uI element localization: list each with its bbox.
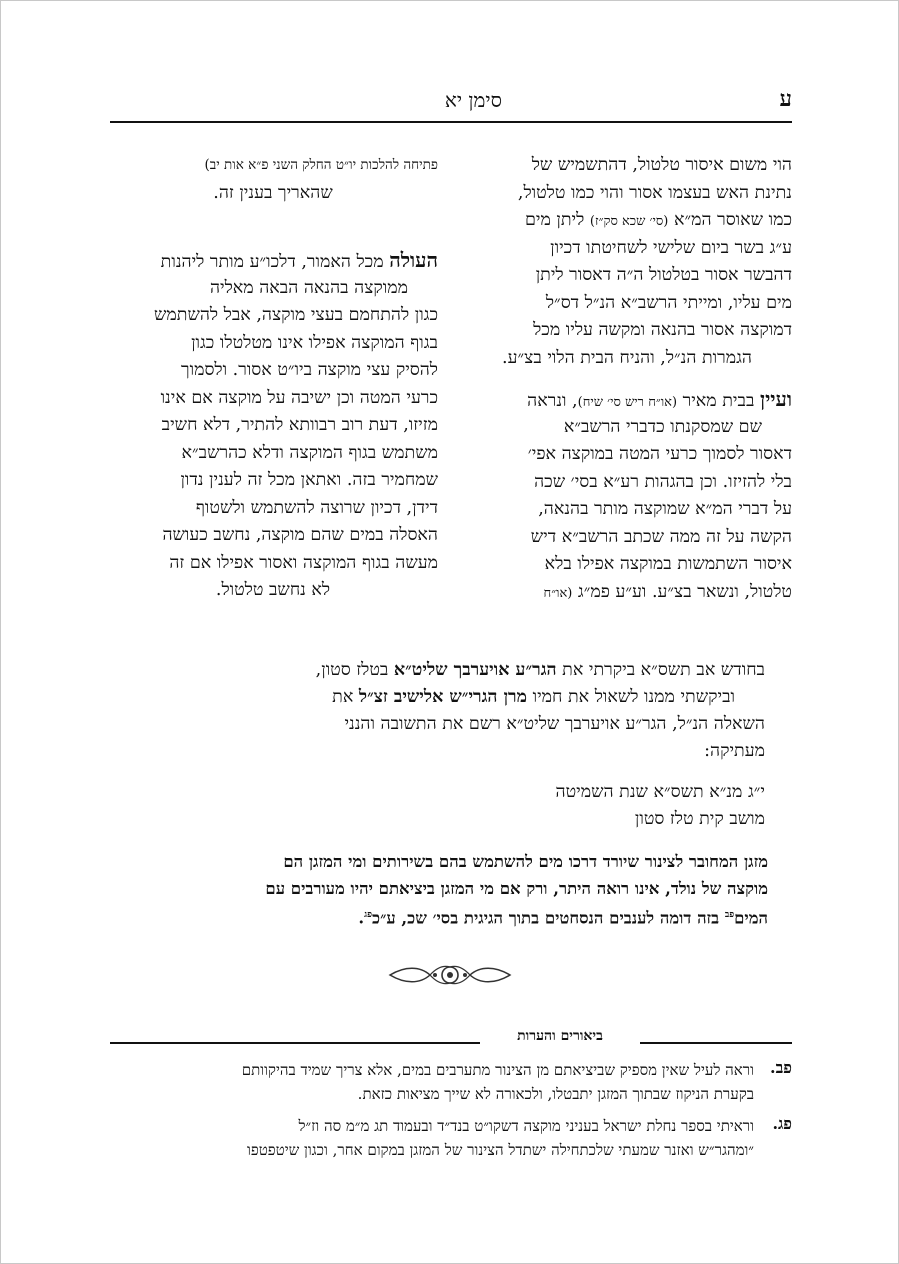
text-line: [145, 684, 765, 711]
text-run: את: [332, 687, 354, 707]
text-line: מוקצה של נולד, אינו רואה היתר, ורק אם מי המזגן ביציאתם יהיו מעורבים עם: [265, 879, 768, 898]
text-line: בגוף המוקצה אפילו אינו מטלטלו כגון: [191, 332, 438, 353]
text-line: מזיזו, דעת רוב רבוותא להתיר, דלא חשיב: [161, 415, 438, 435]
notes-heading-row: [110, 1028, 792, 1048]
text-line: [462, 207, 792, 235]
citation: (או״ח: [543, 585, 573, 601]
text-run: טלטול, ונשאר בצ״ע. וע״ע פמ״ג: [577, 581, 792, 602]
text-run: .: [358, 908, 365, 928]
text-line: [145, 657, 765, 684]
section-title: סימן יא: [444, 88, 502, 112]
text-line: ע״ג בשר ביום שלישי לשחיטתו דכיון: [550, 237, 792, 258]
text-run: , ונראה: [527, 391, 578, 411]
text-line: מעשה בגוף המוקצה ואסור אפילו אם זה: [169, 552, 438, 573]
text-line: [108, 247, 438, 275]
text-line: דאסור לסמוך כרעי המטה במוקצה אפי׳: [527, 444, 792, 464]
text-line: וראה לעיל שאין מספיק שביציאתם מן הצינור מתערבים במים, אלא צריך שמיד בהיקוותם: [241, 1061, 754, 1079]
text-line: דהבשר אסור בטלטול ה״ה דאסור ליתן: [535, 265, 792, 285]
letter-date: י״ג מנ״א תשס״א שנת השמיטה: [555, 782, 765, 802]
text-line: [462, 579, 792, 607]
footnote: [108, 1058, 792, 1106]
text-line: [462, 386, 792, 414]
footnote-label: פב.: [770, 1058, 792, 1077]
citation-line: פתיחה להלכות יו״ט החלק השני פ״א אות יב): [204, 157, 438, 173]
text-line: שם שמסקנתו כדברי הרשב״א: [563, 416, 762, 437]
text-line: מזגן המחובר לצינור שיורד דרכו מים להשתמש בהם בשירותים ומי המזגן הם: [283, 852, 768, 871]
text-line: וראיתי בספר נחלת ישראל בעניני מוקצה דשקו״ט בנד״ד ובעמוד תג מ״מ סה וז״ל: [298, 1117, 754, 1135]
floral-divider-icon: [385, 958, 515, 992]
lead-word: ועיין: [759, 387, 792, 411]
text-line: מים עליו, ומייתי הרשב״א הנ״ל דס״ל: [545, 292, 792, 313]
footnote: [108, 1114, 792, 1162]
text-run: בזה דומה לענבים הנסחטים בתוך הגיגית בסי׳ שכ, ע״כ: [372, 908, 725, 928]
text-line: שמחמיר בזה. ואתאן מכל זה לענין נדון: [180, 470, 438, 490]
text-line: הקשה על זה ממה שכתב הרשב״א דיש: [530, 526, 792, 547]
page-number: ע: [779, 86, 792, 112]
text-line: ממוקצה בהנאה הבאה מאליה: [209, 277, 408, 298]
text-line: כגון להתחמם בעצי מוקצה, אבל להשתמש: [154, 305, 438, 325]
text-run: מכל האמור, דלכו״ע מותר ליהנות: [160, 252, 384, 272]
text-line: דמוקצה אסור בהנאה ומקשה עליו מכל: [533, 320, 792, 340]
text-run: ליתן מים: [524, 210, 585, 230]
text-line: על דברי המ״א שמוקצה מותר בהנאה,: [538, 499, 792, 519]
text-line: כרעי המטה וכן ישיבה על מוקצה אם אינו: [160, 387, 438, 408]
citation: (או״ח ריש סי׳ שיח): [577, 395, 678, 410]
right-column: [462, 152, 792, 606]
ruling-block: [108, 848, 768, 929]
citation: (סי׳ שכא סק״ז): [589, 214, 669, 229]
text-run: כמו שאוסר המ״א: [673, 210, 792, 230]
notes-title: ביאורים והערות: [517, 1028, 603, 1044]
footnote-marker[interactable]: פב: [724, 910, 735, 920]
letter-place: מושב קית טלז סטון: [634, 809, 765, 829]
text-line: דידן, דכיון שרוצה להשתמש ולשטוף: [195, 497, 438, 518]
text-run: המים: [734, 908, 768, 928]
letter-block: [145, 657, 765, 833]
text-line: הגמרות הנ״ל, והניח הבית הלוי בצ״ע.: [502, 347, 752, 368]
notes-rule-right: [640, 1042, 792, 1044]
text-line: נתינת האש בעצמו אסור והוי כמו טלטול,: [517, 182, 792, 203]
text-run: בטלז סטון,: [315, 660, 389, 680]
name-highlight: מרן הגרי״ש אלישיב זצ״ל: [358, 687, 528, 707]
text-line: בקערת הניקוז שבתוך המזגן יתבטלו, ולכאורה לא שייך מציאות כזאת.: [357, 1085, 754, 1103]
text-line: האסלה במים שהם מוקצה, נחשב כעושה: [162, 525, 438, 545]
header-rule: [110, 121, 792, 123]
text-line: [108, 902, 768, 929]
text-run: בחודש אב תשס״א ביקרתי את: [562, 660, 765, 680]
left-column: [108, 152, 438, 605]
text-line: שהאריך בענין זה.: [213, 182, 333, 203]
text-line: מעתיקה:: [704, 741, 765, 761]
text-line: ״ומהגר״ש ואזנר שמעתי שלכתחילה ישתדל הצינור של המזגן במקום אחר, וכגון שיטפטפו: [247, 1141, 754, 1159]
text-line: להסיק עצי מוקצה ביו״ט אסור. ולסמוך: [181, 360, 438, 380]
text-line: בלי להזיזו. וכן בהגהות רע״א בסי׳ שכה: [534, 471, 792, 492]
running-header: [110, 86, 792, 118]
text-line: הוי משום איסור טלטול, דהתשמיש של: [531, 155, 792, 175]
text-line: איסור השתמשות במוקצה אפילו בלא: [544, 554, 792, 574]
text-line: השאלה הנ״ל, הגר״ע אויערבך שליט״א רשם את התשובה והנני: [344, 714, 765, 734]
text-line: משתמש בגוף המוקצה ודלא כהרשב״א: [181, 442, 438, 463]
text-run: וביקשתי ממנו לשאול את חמיו: [532, 687, 735, 707]
text-run: בבית מאיר: [682, 391, 755, 411]
text-line: לא נחשב טלטול.: [215, 580, 331, 600]
lead-word: העולה: [389, 248, 438, 272]
name-highlight: הגר״ע אויערבך שליט״א: [393, 660, 557, 680]
footnote-marker[interactable]: פג: [364, 910, 373, 920]
footnote-label: פג.: [772, 1114, 792, 1133]
notes-rule-left: [110, 1042, 480, 1044]
